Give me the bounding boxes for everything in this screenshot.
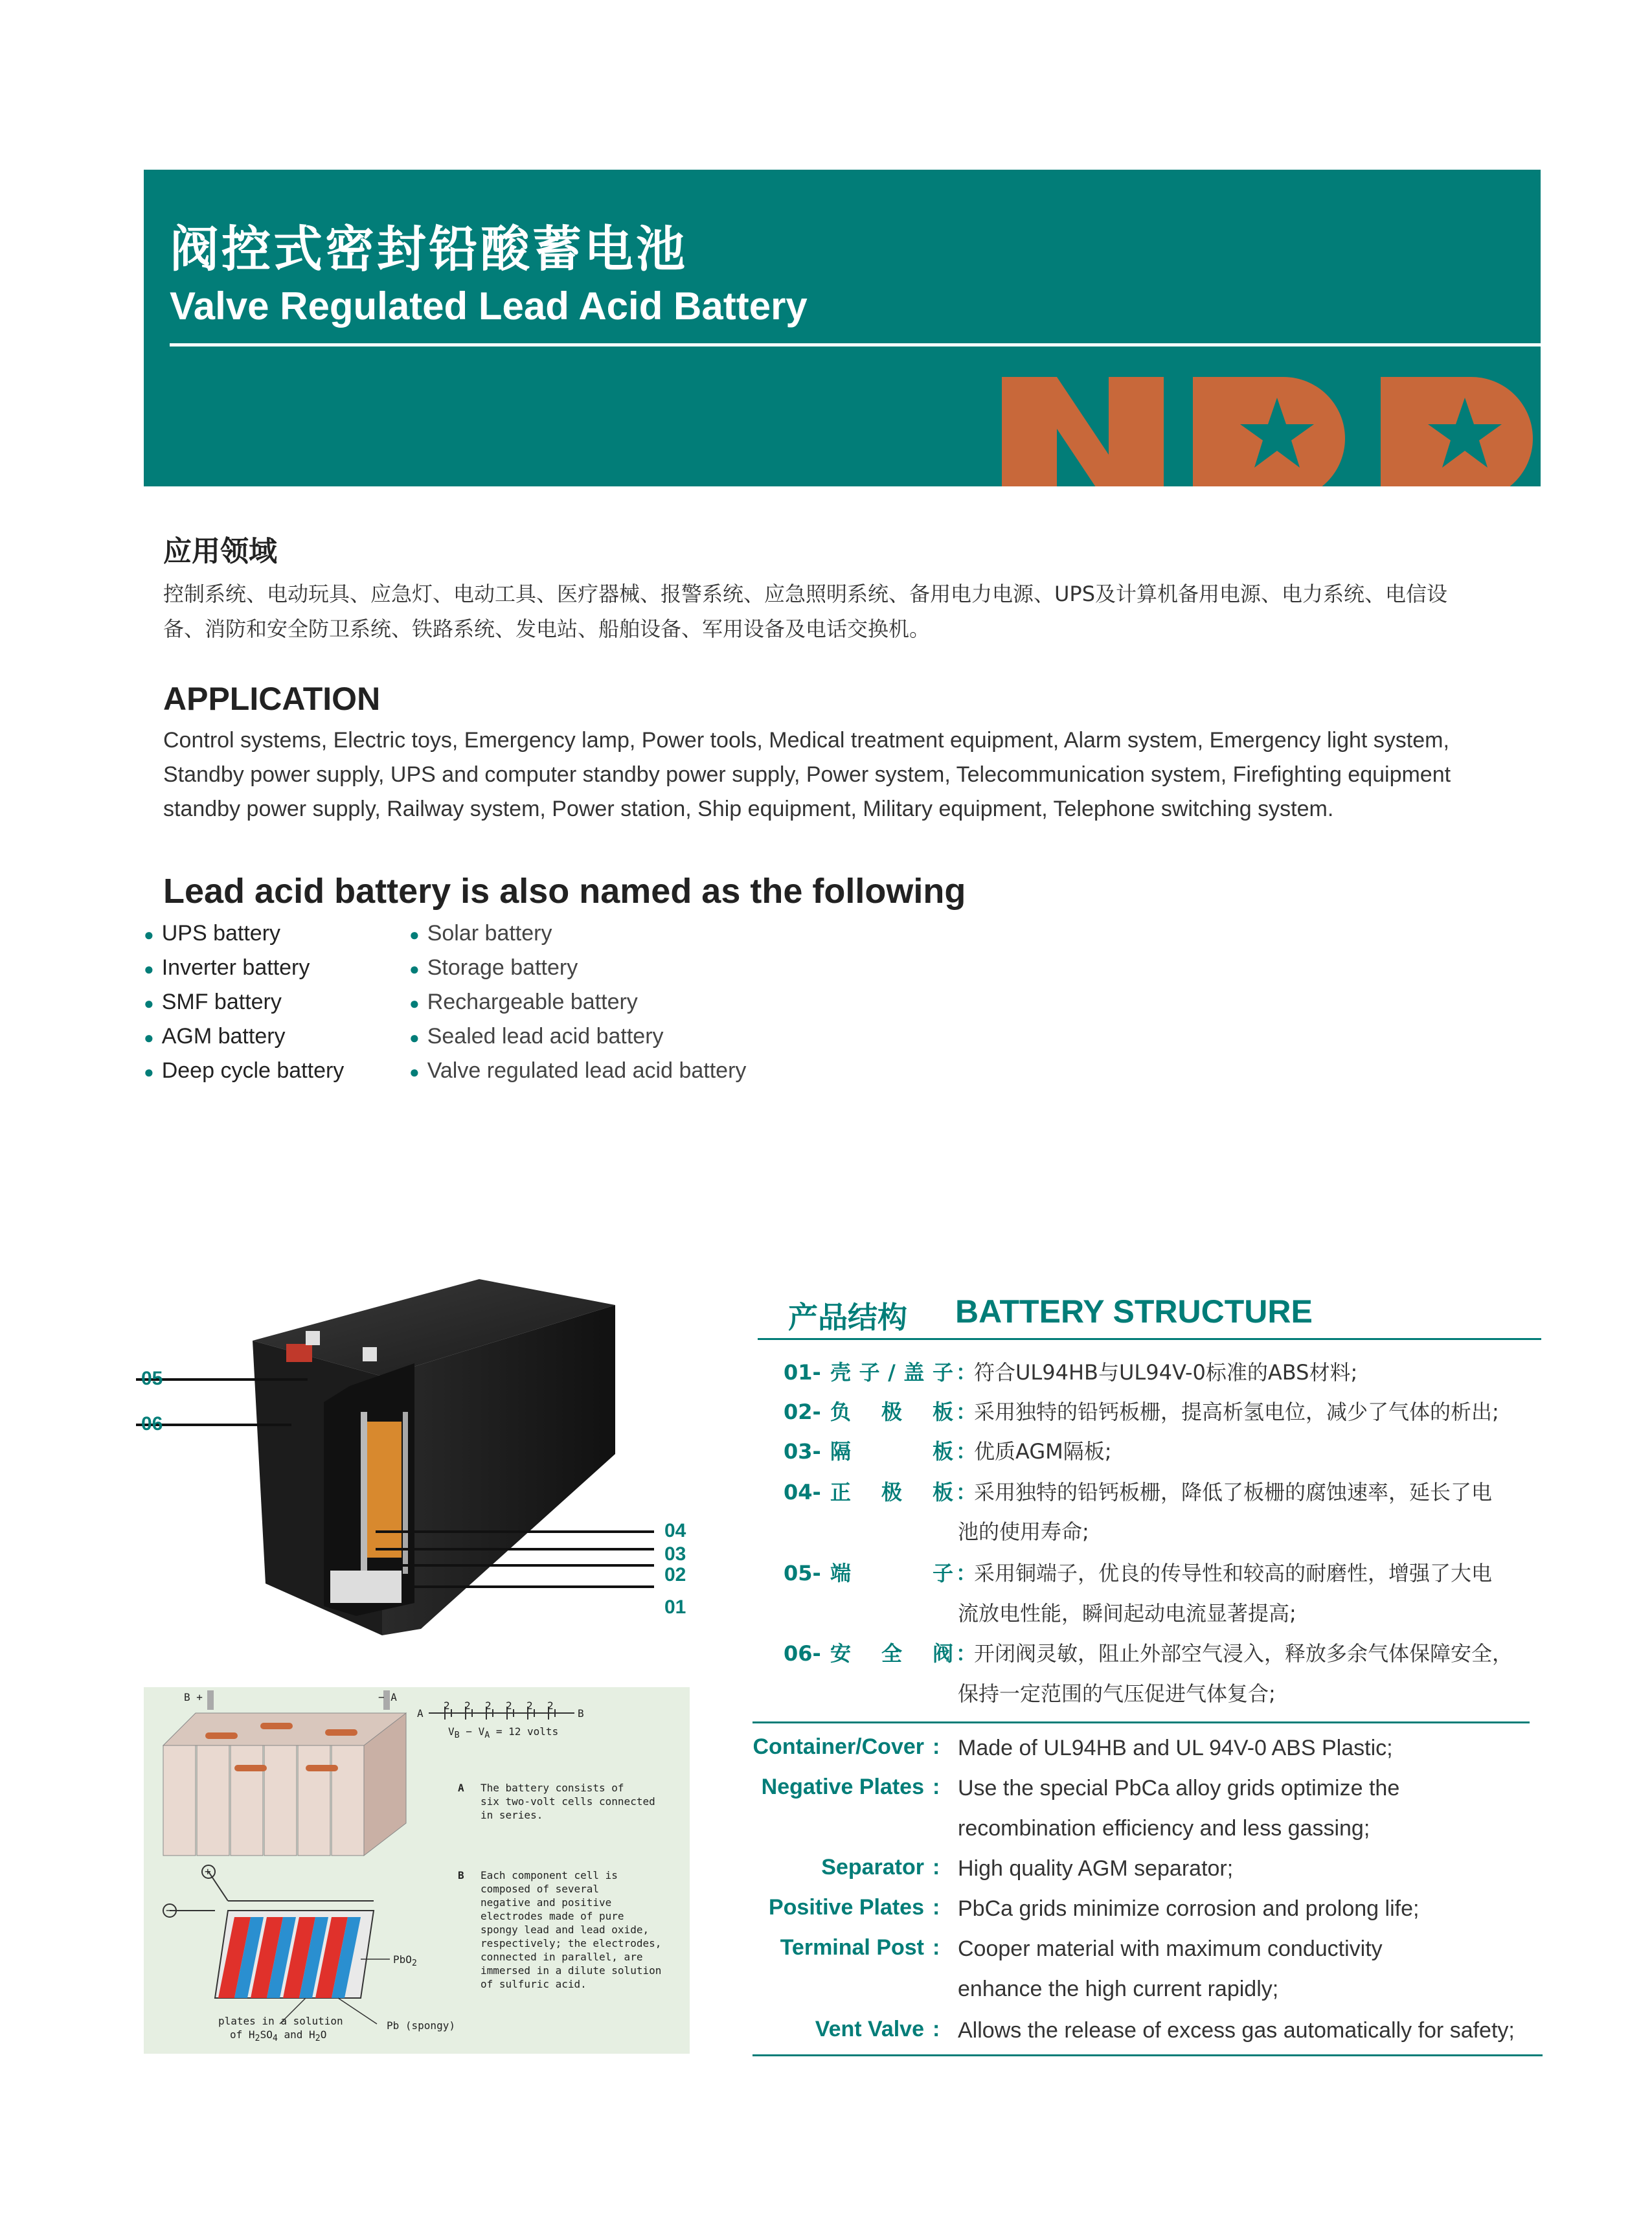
structure-cn-row: 04- 正极板 ：采用独特的铅钙板栅，降低了板栅的腐蚀速率，延长了电 xyxy=(784,1480,1493,1505)
bullet-icon: ● xyxy=(409,993,420,1013)
names-list xyxy=(144,916,921,1098)
note-b: Each component cell is composed of several negative and positive electrodes made of pure spongy lead and lead oxide, respectively; the electrodes, connected in parallel, are immersed in a dilute solution of sulfuric acid. xyxy=(481,1869,662,1990)
application-cn-text xyxy=(163,576,1543,646)
callout-label: 04 xyxy=(664,1520,686,1541)
bullet-icon: ● xyxy=(144,1062,154,1082)
cell-diagram: B + − A 2 2 2 2 2 2 A B $V_B - V_A = 12$ volts A The battery consists of six two-volt cells connected in series. B Each component cell is composed of several negative and positive electrodes made of pure spongy lead and lead oxide, respectively; the electrodes, connected in parallel, are immersed in a dilute solution of sulfuric acid. + − PbO$_2$ Pb (spongy) plates in a solution of $H_2SO_4$ and $H_2O$ xyxy=(144,1687,690,2054)
bullet-icon: ● xyxy=(409,924,420,944)
note-a: The battery consists of six two-volt cells connected in series. xyxy=(481,1782,655,1821)
bullet-icon: ● xyxy=(144,959,154,979)
structure-en-value: enhance the high current rapidly; xyxy=(958,1977,1279,2001)
structure-divider xyxy=(758,1338,1541,1340)
pbo2-label: PbO$_2$ xyxy=(393,1953,417,1969)
application-en-heading: APPLICATION xyxy=(163,681,381,717)
list-item: ● UPS battery xyxy=(144,921,281,946)
list-item: ● Inverter battery xyxy=(144,955,310,980)
structure-en-label: Positive Plates xyxy=(768,1895,924,1920)
structure-en-label: Terminal Post xyxy=(780,1935,924,1960)
structure-en-value: Cooper material with maximum conductivity xyxy=(958,1936,1383,1961)
header-banner xyxy=(144,170,1541,486)
structure-cn-row: 01- 壳子/盖子 ：符合UL94HB与UL94V-0标准的ABS材料; xyxy=(784,1360,1358,1385)
structure-en-colon: : xyxy=(933,1775,940,1799)
npp-logo xyxy=(914,364,1541,486)
structure-en-colon: : xyxy=(933,1935,940,1960)
page-title-en: Valve Regulated Lead Acid Battery xyxy=(170,284,808,328)
callout-label: 05 xyxy=(141,1368,163,1389)
bullet-icon: ● xyxy=(144,993,154,1013)
structure-en-label: Container/Cover xyxy=(752,1734,924,1759)
list-item: ● Valve regulated lead acid battery xyxy=(409,1058,747,1083)
structure-cn-row: 05- 端子 ：采用铜端子，优良的传导性和较高的耐磨性，增强了大电 xyxy=(784,1561,1493,1585)
structure-en-label: Separator xyxy=(821,1855,924,1880)
diagram-label: − A xyxy=(378,1691,397,1703)
title-divider xyxy=(170,343,1541,346)
structure-en-label: Vent Valve xyxy=(815,2017,924,2041)
structure-en-value: Allows the release of excess gas automatically for safety; xyxy=(958,2018,1515,2043)
names-heading: Lead acid battery is also named as the following xyxy=(163,872,966,911)
application-en-text xyxy=(163,723,1543,826)
bullet-icon: ● xyxy=(409,1062,420,1082)
structure-en-value: recombination efficiency and less gassing; xyxy=(958,1816,1370,1841)
note-letter: A xyxy=(458,1782,464,1794)
structure-divider xyxy=(752,2054,1543,2056)
structure-title-en: BATTERY STRUCTURE xyxy=(955,1293,1313,1330)
callout-label: 06 xyxy=(141,1413,163,1435)
bullet-icon: ● xyxy=(144,924,154,944)
structure-en-value: Made of UL94HB and UL 94V-0 ABS Plastic; xyxy=(958,1736,1393,1760)
structure-en-value: High quality AGM separator; xyxy=(958,1856,1234,1881)
page-title-cn: 阀控式密封铅酸蓄电池 xyxy=(170,220,688,278)
structure-cn-continuation: 保持一定范围的气压促进气体复合; xyxy=(958,1681,1276,1706)
pb-label: Pb (spongy) xyxy=(387,2019,455,2032)
list-item: ● Rechargeable battery xyxy=(409,990,638,1014)
minus-sign: − xyxy=(166,1904,172,1916)
structure-en-colon: : xyxy=(933,1855,940,1880)
structure-en-colon: : xyxy=(933,1734,940,1759)
list-item: ● Deep cycle battery xyxy=(144,1058,345,1083)
application-cn-line: 控制系统、电动玩具、应急灯、电动工具、医疗器械、报警系统、应急照明系统、备用电力电源、UPS及计算机备用电源、电力系统、电信设 xyxy=(163,582,1448,606)
structure-cn-row: 06- 安全阀 ：开闭阀灵敏，阻止外部空气浸入，释放多余气体保障安全， xyxy=(784,1641,1513,1666)
list-item: ● AGM battery xyxy=(144,1024,286,1049)
voltage-formula: $V_B - V_A = 12$ volts xyxy=(448,1725,559,1741)
note-letter: B xyxy=(458,1869,464,1881)
structure-en-value: Use the special PbCa alloy grids optimize the xyxy=(958,1776,1400,1800)
structure-en-value: PbCa grids minimize corrosion and prolong life; xyxy=(958,1896,1420,1921)
structure-divider xyxy=(752,1721,1530,1723)
application-en-line: Control systems, Electric toys, Emergency lamp, Power tools, Medical treatment equipment, Alarm system, Emergency light system, xyxy=(163,728,1449,753)
structure-cn-row: 02- 负极板 ：采用独特的铅钙板栅，提高析氢电位，减少了气体的析出; xyxy=(784,1400,1499,1424)
list-item: ● Storage battery xyxy=(409,955,578,980)
callout-label: 01 xyxy=(664,1596,686,1618)
application-en-line: Standby power supply, UPS and computer standby power supply, Power system, Telecommunication system, Firefighting equipment xyxy=(163,762,1451,787)
plates-group xyxy=(215,1911,374,1998)
structure-en-colon: : xyxy=(933,2017,940,2041)
application-en-line: standby power supply, Railway system, Power station, Ship equipment, Military equipment, Telephone switching system. xyxy=(163,797,1334,821)
bullet-icon: ● xyxy=(409,1027,420,1047)
application-cn-heading: 应用领域 xyxy=(163,535,277,568)
list-item: ● Sealed lead acid battery xyxy=(409,1024,664,1049)
bullet-icon: ● xyxy=(144,1027,154,1047)
structure-title-cn: 产品结构 xyxy=(788,1300,907,1335)
structure-cn-continuation: 池的使用寿命; xyxy=(958,1519,1089,1544)
cells-group xyxy=(163,1690,406,1856)
plus-sign: + xyxy=(205,1865,211,1878)
list-item: ● SMF battery xyxy=(144,990,282,1014)
list-item: ● Solar battery xyxy=(409,921,552,946)
diagram-label: B + xyxy=(184,1691,203,1703)
battery-illustration xyxy=(136,1266,706,1668)
logo-letter-n xyxy=(1002,377,1164,486)
structure-cn-continuation: 流放电性能，瞬间起动电流显著提高; xyxy=(958,1601,1296,1626)
structure-cn-row: 03- 隔板 ：优质AGM隔板; xyxy=(784,1439,1112,1464)
bullet-icon: ● xyxy=(409,959,420,979)
structure-en-colon: : xyxy=(933,1895,940,1920)
application-cn-line: 备、消防和安全防卫系统、铁路系统、发电站、船舶设备、军用设备及电话交换机。 xyxy=(163,617,931,641)
callout-label: 03 xyxy=(664,1543,686,1565)
plates-caption: plates in a solution of $H_2SO_4$ and $H_2O$ xyxy=(218,2015,343,2044)
callout-label: 02 xyxy=(664,1564,686,1585)
series-label-a: A xyxy=(417,1707,424,1720)
structure-en-label: Negative Plates xyxy=(761,1775,924,1799)
series-label-b: B xyxy=(578,1707,584,1720)
